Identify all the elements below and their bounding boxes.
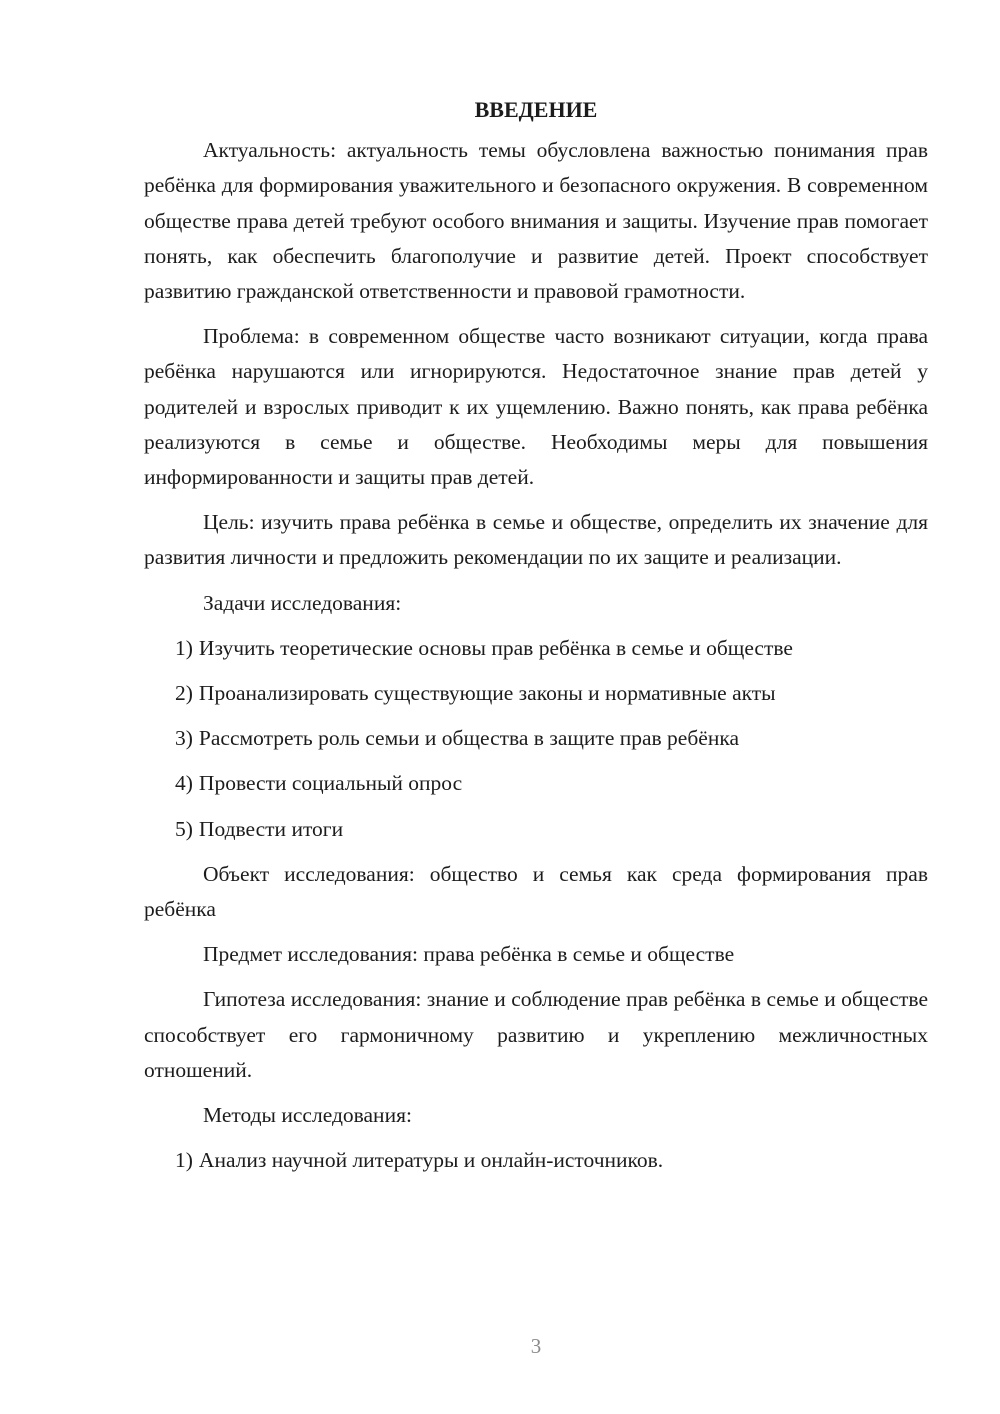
page-content (144, 92, 928, 1188)
list-item-text: Проанализировать существующие законы и нормативные акты (198, 681, 776, 706)
list-item (175, 812, 928, 847)
list-item (175, 766, 928, 801)
methods-heading: Методы исследования: (203, 1103, 412, 1128)
relevance-paragraph: Актуальность: актуальность темы обусловлена важностью понимания прав ребёнка для формирования уважительного и безопасного окружения. В современном обществе права детей требуют особого внимания и защиты. Изучение прав помогает понять, как обеспечить благополучие и развитие детей. Проект способствует развитию гражданской ответственности и правовой грамотности. (144, 138, 928, 304)
subject-paragraph: Предмет исследования: права ребёнка в семье и обществе (203, 942, 735, 967)
section-heading: ВВЕДЕНИЕ (474, 97, 598, 122)
page-number: 3 (530, 1334, 542, 1358)
goal-paragraph: Цель: изучить права ребёнка в семье и обществе, определить их значение для развития личности и предложить рекомендации по их защите и реализации. (144, 510, 928, 570)
list-item-text: Анализ научной литературы и онлайн-источников. (198, 1148, 664, 1173)
methods-list (144, 1143, 928, 1178)
list-item-number: 3) (175, 726, 193, 751)
list-item-number: 1) (175, 1148, 193, 1173)
list-item (175, 1143, 928, 1178)
list-item (175, 676, 928, 711)
tasks-list (144, 631, 928, 847)
list-item-text: Изучить теоретические основы прав ребёнка в семье и обществе (198, 635, 793, 660)
list-item-number: 2) (175, 681, 193, 706)
list-item-text: Провести социальный опрос (198, 771, 463, 796)
problem-paragraph: Проблема: в современном обществе часто возникают ситуации, когда права ребёнка нарушаются или игнорируются. Недостаточное знание прав детей у родителей и взрослых приводит к их ущемлению. Важно понять, как права ребёнка реализуются в семье и обществе. Необходимы меры для повышения информированности и защиты прав детей. (144, 324, 928, 490)
list-item (175, 721, 928, 756)
list-item-number: 4) (175, 771, 193, 796)
list-item-text: Рассмотреть роль семьи и общества в защите прав ребёнка (198, 726, 740, 751)
hypothesis-paragraph: Гипотеза исследования: знание и соблюдение прав ребёнка в семье и обществе способствует его гармоничному развитию и укреплению межличностных отношений. (144, 987, 928, 1082)
tasks-heading: Задачи исследования: (203, 590, 402, 615)
list-item-number: 5) (175, 816, 193, 841)
list-item-number: 1) (175, 635, 193, 660)
object-paragraph: Объект исследования: общество и семья как среда формирования прав ребёнка (144, 861, 928, 922)
list-item-text: Подвести итоги (198, 816, 344, 841)
list-item (175, 631, 928, 666)
